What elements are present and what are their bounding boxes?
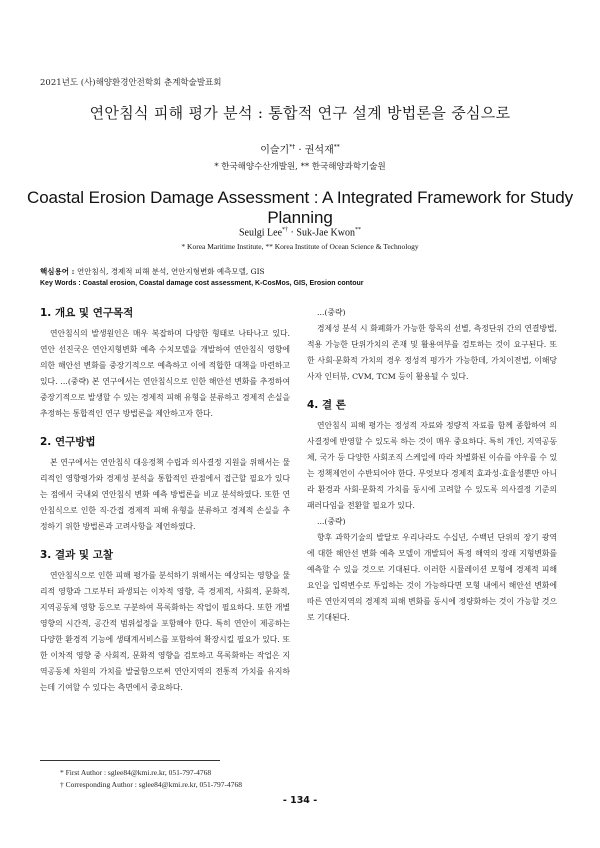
authors-english [0,227,600,238]
author-en-separator: · [288,227,297,239]
conference-header: 2021년도 (사)해양환경안전학회 춘계학술발표회 [40,78,222,88]
title-english: Coastal Erosion Damage Assessment : A Integrated Framework for Study Planning [27,188,573,227]
keywords-korean-label: 핵심용어 : [40,267,77,276]
author-1-en-mark: *† [282,227,289,233]
footnote-divider [40,760,220,761]
author-2-en: Suk-Jae Kwon [296,227,355,239]
author-2-mark: ** [333,143,340,151]
section-2-heading: 2. 연구방법 [40,436,96,448]
affiliation-korean: * 한국해양수산개발원, ** 한국해양과학기술원 [214,162,386,172]
keywords-korean [40,266,265,277]
section-4-paragraph: 연안침식 피해 평가는 정성적 자료와 정량적 자료를 함께 종합하여 의사결정에 반영할 수 있도록 하는 것이 매우 중요하다. 특히 개인, 지역공동체, 국가 등 다양한 사회조직 스케일에 따라 차별화된 이슈를 야우를 수 있는 정책제언이 수반되어야 한다. 무엇보다 경제적 효과성·효율성뿐만 아니라 환경과 사회·문화적 가치를 동시에 고려할 수 있도록 의사결정 기준의 패러다임을 전환할 필요가 있다. [307,421,557,510]
keywords-english [40,280,364,287]
section-3-heading: 3. 결과 및 고찰 [40,549,113,561]
right-column [307,305,557,626]
section-4-ellipsis: ...(중략) [317,517,346,526]
page-number: - 134 - [282,795,318,806]
keywords-english-text: Coastal erosion, Coastal damage cost assessment, K-CosMos, GIS, Erosion contour [82,280,364,287]
author-2-en-mark: ** [355,227,361,233]
authors-korean [0,141,600,156]
footnote-corresponding-author: † Corresponding Author : sglee84@kmi.re.kr, 051-797-4768 [60,780,242,789]
section-3-paragraph-2: 경제성 분석 시 화폐화가 가능한 항목의 선별, 측정단위 간의 연결방법, 적용 가능한 단위가치의 존재 및 활용여부를 검토하는 것이 요구된다. 또한 사회·문화적 가치의 경우 정성적 평가가 가능한데, 가치이전법, 이해당사자 인터뷰, CVM, TCM 등이 활용될 수 있다. [307,324,557,381]
title-korean: 연안침식 피해 평가 분석 : 통합적 연구 설계 방법론을 중심으로 [89,104,511,122]
affiliation-english: * Korea Maritime Institute, ** Korea Institute of Ocean Science & Technology [181,242,419,251]
author-1: 이슬기 [260,145,290,156]
section-1-paragraph: 연안침식의 발생원인은 매우 복잡하며 다양한 형태로 나타나고 있다. 연안 선진국은 연안지형변화 예측 수치모델을 개발하여 연안침식 영향에 의한 해안선 변화를 중장기적으로 예측하고 이에 적합한 대책을 마련하고 있다. ...(중략) 본 연구에서는 연안침식으로 인한 해안선 변화를 추정하여 중장기적으로 발생할 수 있는 경제적 피해 유형을 분류하고 경제적 손실을 추정하는 통합적인 연구 방법론을 제안하고자 한다. [40,329,290,418]
section-4-heading: 4. 결 론 [307,399,346,411]
keywords-english-label: Key Words : [40,280,83,287]
keywords-korean-text: 연안침식, 경제적 피해 분석, 연안지형변화 예측모델, GIS [76,267,265,276]
left-column [40,305,290,696]
section-2-paragraph: 본 연구에서는 연안침식 대응정책 수립과 의사결정 지원을 위해서는 물리적인 영향평가와 경제성 분석을 통합적인 관점에서 접근할 필요가 있다는 점에서 국내외 연안침식 변화 예측 방법론을 비교 분석하였다. 또한 연안침식으로 인한 직·간접 경제적 피해 유형을 분류하고 경제적 손실을 추정하기 위한 방법론과 고려사항을 제언하였다. [40,458,290,531]
author-separator: · [295,145,305,156]
footnote-first-author: * First Author : sglee84@kmi.re.kr, 051-797-4768 [60,768,212,777]
section-3-paragraph: 연안침식으로 인한 피해 평가를 분석하기 위해서는 예상되는 영향을 물리적 영향과 그로부터 파생되는 이차적 영향, 즉 경제적, 사회적, 문화적, 지역공동체 영향 등으로 구분하여 목록화하는 작업이 필요하다. 또한 개별 영향의 시간적, 공간적 범위설정을 포함해야 한다. 특히 연안이 제공하는 다양한 환경적 기능에 생태계서비스를 포함하여 확장시킬 필요가 있다. 또한 이차적 영향 중 사회적, 문화적 영향을 검토하고 목록화하는 작업은 지역공동체 차원의 가치를 발굴함으로써 연안지역의 전통적 가치를 유지하는데 기여할 수 있다는 측면에서 중요하다. [40,571,290,692]
author-1-en: Seulgi Lee [239,227,283,239]
section-3-ellipsis: ...(중략) [317,308,346,317]
section-1-heading: 1. 개요 및 연구목적 [40,307,134,319]
author-1-mark: *† [289,143,296,151]
author-2: 권석재 [304,145,334,156]
section-4-paragraph-2: 향후 과학기술의 발달로 우리나라도 수십년, 수백년 단위의 장기 광역에 대한 해안선 변화 예측 모델이 개발되어 특정 해역의 장래 지형변화를 예측할 수 있을 것으로 기대된다. 이러한 시뮬레이션 모형에 경제적 피해 요인을 입력변수로 투입하는 것이 가능하다면 모형 내에서 해안선 변화에 따른 연안지역의 경제적 피해 변화를 동시에 정량화하는 것이 가능할 것으로 기대된다. [307,533,557,622]
